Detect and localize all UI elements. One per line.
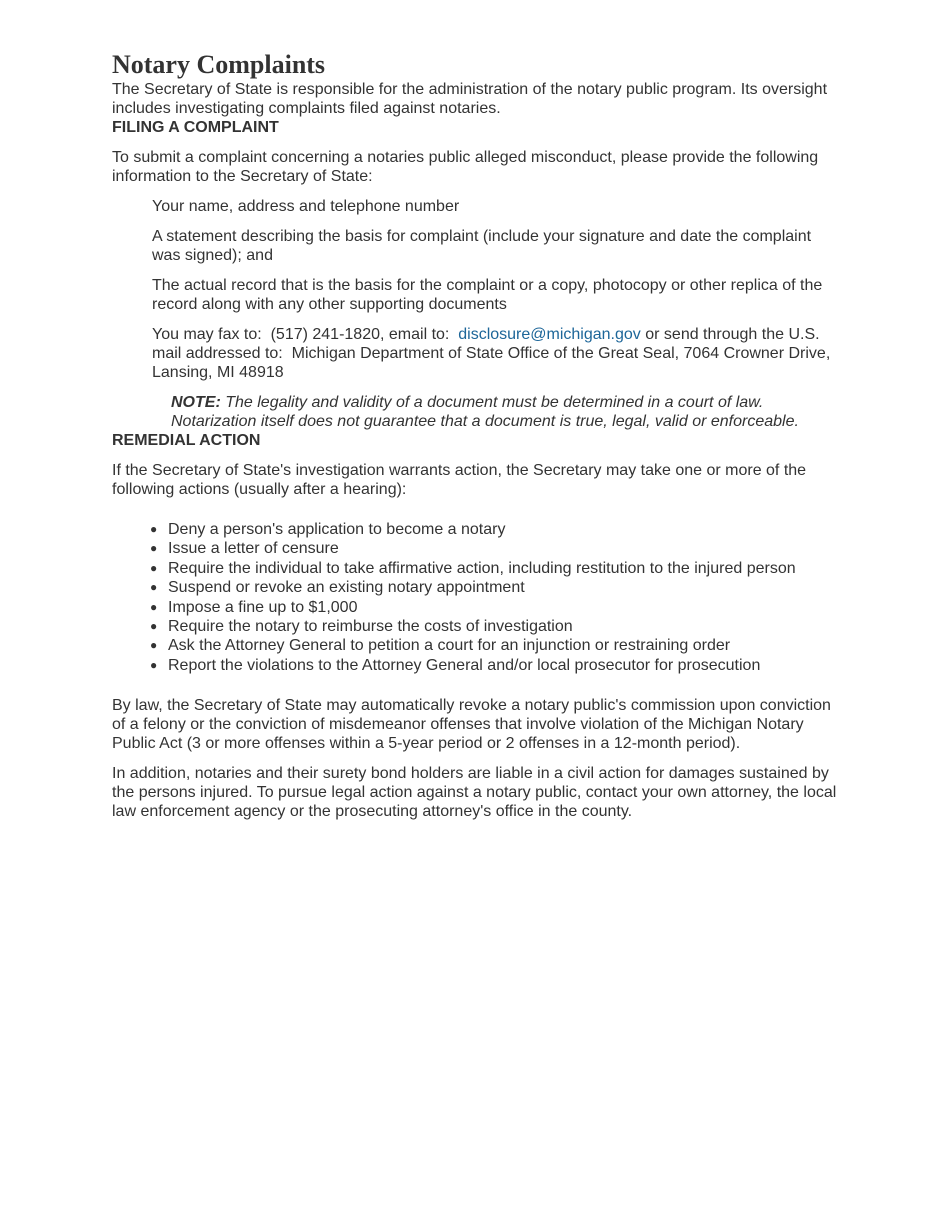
list-item bbox=[150, 578, 840, 597]
filing-heading: FILING A COMPLAINT bbox=[112, 119, 279, 136]
bullet-icon: ● bbox=[150, 541, 158, 556]
list-item bbox=[150, 656, 840, 675]
bullet-icon: ● bbox=[150, 599, 158, 614]
list-item bbox=[150, 559, 840, 578]
intro-paragraph: The Secretary of State is responsible for the administration of the notary public program. Its oversight includes investigating complaints filed against notaries. bbox=[112, 81, 828, 117]
filing-item-record: The actual record that is the basis for the complaint or a copy, photocopy or other replica of the record along with any other supporting documents bbox=[152, 277, 823, 313]
remedial-lead: If the Secretary of State's investigation warrants action, the Secretary may take one or more of the following actions (usually after a hearing): bbox=[112, 462, 807, 498]
remedial-heading: REMEDIAL ACTION bbox=[112, 432, 261, 449]
filing-item-statement: A statement describing the basis for complaint (include your signature and date the complaint was signed); and bbox=[152, 228, 812, 264]
bullet-icon: ● bbox=[150, 657, 158, 672]
filing-item-name: Your name, address and telephone number bbox=[152, 198, 460, 215]
note-paragraph bbox=[171, 393, 840, 431]
bullet-icon: ● bbox=[150, 638, 158, 653]
civil-action-paragraph: In addition, notaries and their surety bond holders are liable in a civil action for damages sustained by the persons injured. To pursue legal action against a notary public, contact your own attorney, the local law enforcement agency or the prosecuting attorney's office in the county. bbox=[112, 765, 837, 821]
document-page bbox=[112, 50, 840, 821]
contact-paragraph bbox=[152, 325, 840, 382]
list-item bbox=[150, 598, 840, 617]
list-item-text: Require the individual to take affirmative action, including restitution to the injured person bbox=[168, 559, 796, 577]
list-item-text: Ask the Attorney General to petition a court for an injunction or restraining order bbox=[168, 637, 731, 655]
bullet-icon: ● bbox=[150, 619, 158, 634]
list-item-text: Deny a person's application to become a notary bbox=[168, 521, 506, 538]
page-title: Notary Complaints bbox=[112, 50, 326, 79]
bullet-icon: ● bbox=[150, 560, 158, 575]
email-link[interactable]: disclosure@michigan.gov bbox=[458, 326, 641, 343]
list-item bbox=[150, 636, 840, 655]
list-item-text: Issue a letter of censure bbox=[168, 540, 339, 558]
remedial-actions-list bbox=[112, 520, 840, 675]
list-item-text: Require the notary to reimburse the costs of investigation bbox=[168, 618, 573, 636]
contact-prefix: You may fax to: (517) 241-1820, email to: bbox=[152, 326, 459, 343]
list-item bbox=[150, 617, 840, 636]
bullet-icon: ● bbox=[150, 580, 158, 595]
list-item bbox=[150, 539, 840, 558]
list-item-text: Report the violations to the Attorney General and/or local prosecutor for prosecution bbox=[168, 656, 761, 674]
revocation-paragraph: By law, the Secretary of State may automatically revoke a notary public's commission upon conviction of a felony or the conviction of misdemeanor offenses that involve violation of the Michigan Notary Public Act (3 or more offenses within a 5-year period or 2 offenses in a 12-month period). bbox=[112, 697, 831, 753]
note-label: NOTE: bbox=[171, 394, 221, 411]
bullet-icon: ● bbox=[150, 522, 158, 536]
contact-suffix: or send through the U.S. mail addressed to: Michigan Department of State Office of the Great Seal, 7064 Crowner Drive, Lansing, MI 48918 bbox=[152, 326, 831, 381]
list-item bbox=[150, 520, 840, 539]
list-item-text: Impose a fine up to $1,000 bbox=[168, 598, 358, 616]
filing-lead: To submit a complaint concerning a notaries public alleged misconduct, please provide the following information to the Secretary of State: bbox=[112, 149, 819, 185]
list-item-text: Suspend or revoke an existing notary appointment bbox=[168, 579, 525, 597]
note-text: The legality and validity of a document must be determined in a court of law. Notarization itself does not guarantee that a document is true, legal, valid or enforceable. bbox=[171, 394, 799, 430]
